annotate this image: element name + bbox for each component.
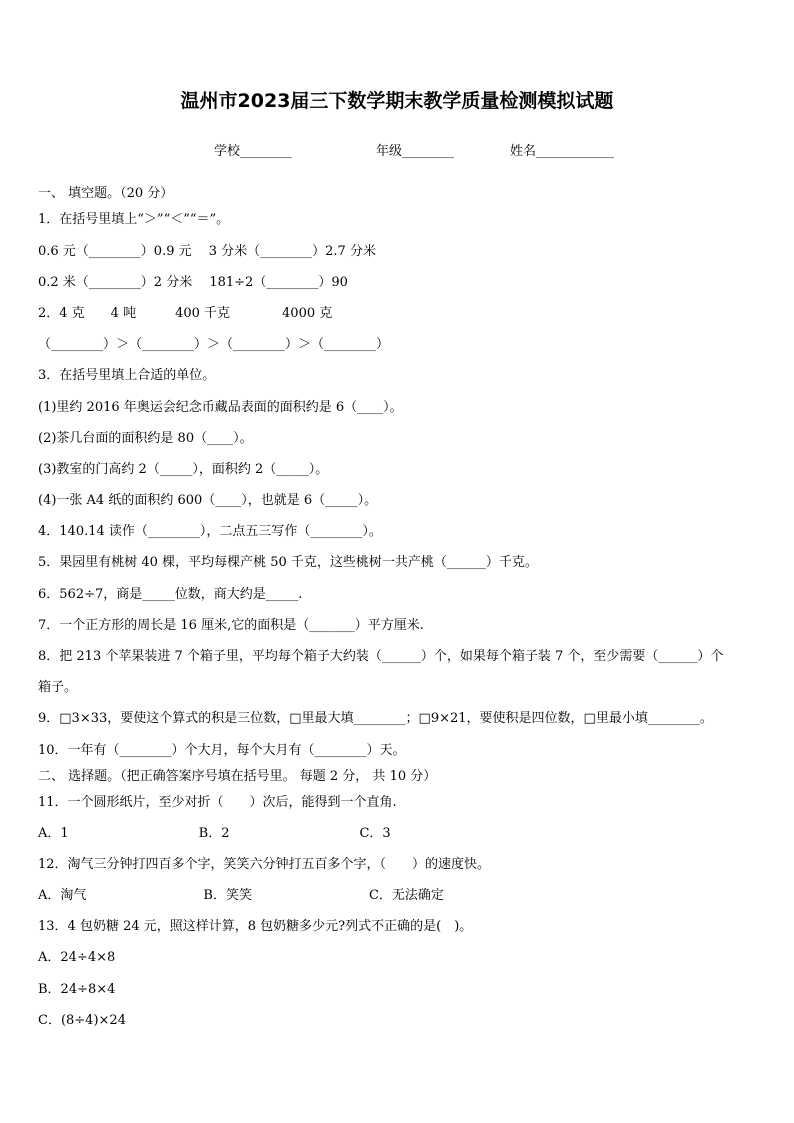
- question-13-option-c: C．(8÷4)×24: [38, 1013, 126, 1028]
- question-7: 7．一个正方形的周长是 16 厘米,它的面积是（_______）平方厘米.: [38, 618, 424, 633]
- question-13-option-b: B．24÷8×4: [38, 982, 116, 997]
- question-6: 6．562÷7，商是_____位数，商大约是_____.: [38, 587, 303, 602]
- section-2-heading: 二、 选择题。（把正确答案序号填在括号里。 每题 2 分， 共 10 分）: [38, 769, 437, 784]
- question-2: 2．4 克 4 吨 400 千克 4000 克: [38, 306, 333, 321]
- question-11: 11．一个圆形纸片，至少对折（ ）次后，能得到一个直角.: [38, 795, 397, 810]
- question-5: 5．果园里有桃树 40 棵，平均每棵产桃 50 千克，这些桃树一共产桃（______）千克。: [38, 555, 538, 570]
- section-1-heading: 一、 填空题。（20 分）: [38, 186, 174, 201]
- question-11-options: A．1 B．2 C．3: [38, 826, 391, 841]
- question-1-row-2: 0.2 米（________）2 分米 181÷2（________）90: [38, 275, 348, 290]
- name-field: 姓名____________: [510, 144, 615, 159]
- question-10: 10．一年有（________）个大月，每个大月有（________）天。: [38, 743, 406, 758]
- question-9: 9．□3×33，要使这个算式的积是三位数，□里最大填________；□9×21，要使积是四位数，□里最小填________。: [38, 711, 713, 726]
- question-2-blanks: （________）＞（________）＞（________）＞（________）: [38, 337, 390, 352]
- question-3-part-3: (3)教室的门高约 2（_____），面积约 2（_____）。: [38, 462, 329, 477]
- page-title: 温州市2023届三下数学期末教学质量检测模拟试题: [180, 90, 614, 112]
- question-3-part-2: (2)茶几台面的面积约是 80（____）。: [38, 431, 253, 446]
- question-13-option-a: A．24÷4×8: [38, 950, 116, 965]
- question-8: 8．把 213 个苹果装进 7 个箱子里，平均每个箱子大约装（______）个，如果每个箱子装 7 个，至少需要（______）个: [38, 649, 724, 664]
- question-3: 3．在括号里填上合适的单位。: [38, 368, 216, 383]
- question-8-cont: 箱子。: [38, 680, 78, 695]
- question-1: 1．在括号里填上“＞”“＜”“＝”。: [38, 212, 230, 227]
- question-1-row-1: 0.6 元（________）0.9 元 3 分米（________）2.7 分米: [38, 244, 376, 259]
- question-4: 4．140.14 读作（________），二点五三写作（________）。: [38, 524, 382, 539]
- question-12: 12．淘气三分钟打四百多个字，笑笑六分钟打五百多个字，（ ）的速度快。: [38, 857, 491, 872]
- grade-field: 年级________: [376, 144, 455, 159]
- school-field: 学校________: [214, 144, 293, 159]
- question-3-part-1: (1)里约 2016 年奥运会纪念币藏品表面的面积约是 6（____）。: [38, 400, 403, 415]
- question-3-part-4: (4)一张 A4 纸的面积约 600（____），也就是 6（_____）。: [38, 493, 378, 508]
- question-12-options: A．淘气 B．笑笑 C．无法确定: [38, 888, 444, 903]
- question-13: 13．4 包奶糖 24 元，照这样计算，8 包奶糖多少元?列式不正确的是( )。: [38, 919, 473, 934]
